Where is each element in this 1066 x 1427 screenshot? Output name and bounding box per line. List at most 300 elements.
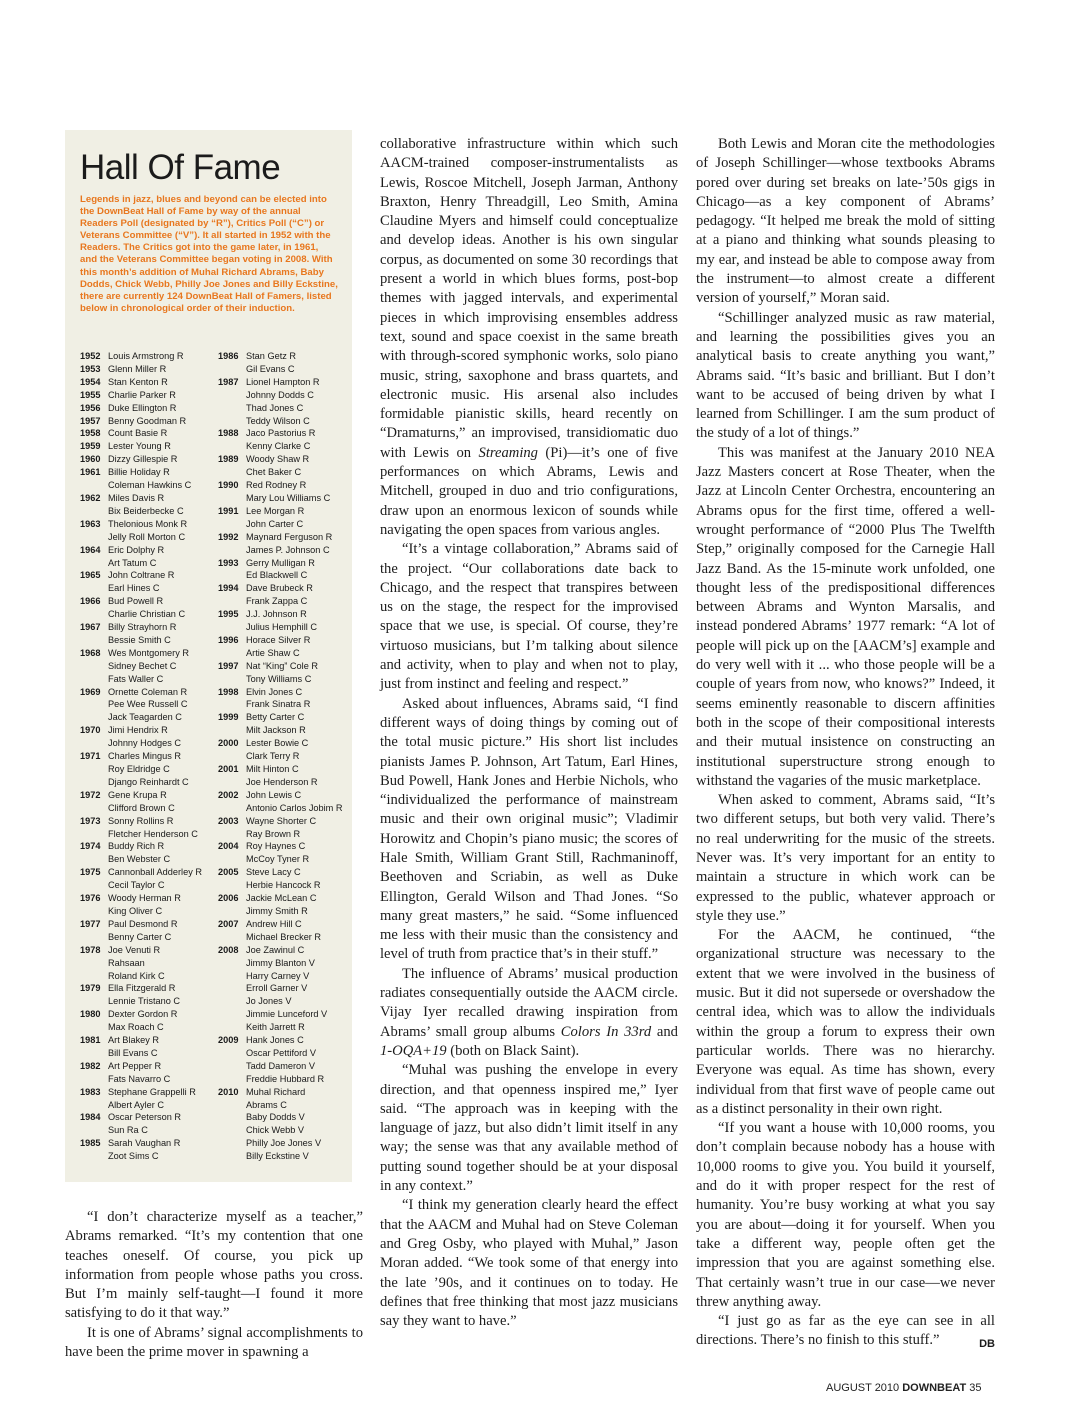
hall-of-fame-entry: [218, 492, 343, 505]
inductee-name: Johnny Dodds C: [246, 389, 314, 400]
hall-of-fame-entry: [80, 647, 202, 660]
hall-of-fame-entry: [80, 569, 202, 582]
issue-date: AUGUST 2010: [826, 1382, 900, 1394]
hall-of-fame-entry: [80, 363, 202, 376]
hall-of-fame-entry: [80, 673, 202, 686]
induction-year: [80, 673, 108, 686]
paragraph: This was manifest at the January 2010 NEA Jazz Masters concert at Rose Theater, when the Jazz at Lincoln Center Orchestra, encountering an Abrams opus for the first time, offered a well-wrought performance of “2000 Plus The Twelfth Step,” originally composed for the Carnegie Hall Jazz Band. As the 15-minute work unfolded, one thought less of the predispositional differences between Abrams and Wynton Marsalis, and instead pondered Abrams’ 1977 remark: “A lot of people will pick up on the [AACM’s] example and do very well with it ... who those people will be a couple of years from now, who knows?” Indeed, it seems eminently reasonable to discern affinities both in the scope of their compositional interests and their mutual insistence on constructing an institutional superstructure strong enough to withstand the vagaries of the music marketplace.: [696, 444, 995, 789]
induction-year: 1970: [80, 725, 101, 736]
induction-year: [218, 1008, 246, 1021]
inductee-name: Nat “King” Cole R: [246, 660, 318, 671]
hall-of-fame-entry: [218, 557, 343, 570]
hall-of-fame-entry: [80, 698, 202, 711]
induction-year: 1983: [80, 1086, 101, 1097]
induction-year: 1989: [218, 454, 239, 465]
inductee-name: Louis Armstrong R: [108, 351, 184, 361]
hall-of-fame-entry: [80, 724, 202, 737]
inductee-name: Oscar Pettiford V: [246, 1047, 316, 1058]
inductee-name: Milt Jackson R: [246, 725, 306, 736]
inductee-name: Frank Sinatra R: [246, 699, 311, 710]
inductee-name: Jo Jones V: [246, 996, 292, 1007]
induction-year: 1954: [80, 376, 101, 387]
inductee-name: Harry Carney V: [246, 970, 310, 981]
hall-of-fame-entry: [218, 802, 343, 815]
paragraph: “Schillinger analyzed music as raw material, and learning the possibilities gives you an analytical basis to create anything you want,” Abrams said. “It’s basic and brilliant. But I don’t want to be accused of being driven by what I learned from Schillinger. I am the sum product of the study of a lot of things.”: [696, 309, 995, 442]
inductee-name: Lennie Tristano C: [108, 996, 181, 1007]
hall-of-fame-entry: [218, 737, 343, 750]
induction-year: [218, 802, 246, 815]
hall-of-fame-entry: [218, 750, 343, 763]
hall-of-fame-entry: [80, 505, 202, 518]
inductee-name: King Oliver C: [108, 905, 163, 916]
induction-year: 1980: [80, 1009, 101, 1020]
induction-year: 1996: [218, 634, 239, 645]
hall-of-fame-entry: [80, 621, 202, 634]
induction-year: [218, 1047, 246, 1060]
inductee-name: Jelly Roll Morton C: [108, 531, 186, 542]
induction-year: 1976: [80, 893, 101, 904]
induction-year: 1975: [80, 867, 101, 878]
induction-year: 1995: [218, 609, 239, 620]
paragraph: [380, 135, 678, 540]
induction-year: [218, 853, 246, 866]
page-number: 35: [969, 1382, 982, 1394]
album-title: 1-OQA+19: [380, 1042, 447, 1059]
hall-of-fame-entry: [80, 1060, 202, 1073]
induction-year: 1978: [80, 944, 101, 955]
induction-year: [218, 828, 246, 841]
hall-of-fame-entry: [80, 440, 202, 453]
inductee-name: Elvin Jones C: [246, 686, 303, 697]
induction-year: [218, 1124, 246, 1137]
induction-year: 1981: [80, 1035, 101, 1046]
inductee-name: Zoot Sims C: [108, 1151, 159, 1162]
induction-year: [218, 1021, 246, 1034]
induction-year: [218, 1137, 246, 1150]
hall-of-fame-entry: [80, 1099, 202, 1112]
induction-year: [218, 957, 246, 970]
induction-year: 2007: [218, 918, 239, 929]
hall-of-fame-entry: [218, 505, 343, 518]
induction-year: [80, 995, 108, 1008]
text-run: (both on Black Saint).: [446, 1042, 580, 1059]
text-run: “I just go as far as the eye can see in all directions. There’s no finish to this stuff.”: [696, 1313, 995, 1349]
inductee-name: Jimmy Smith R: [246, 905, 308, 916]
inductee-name: Keith Jarrett R: [246, 1022, 305, 1033]
induction-year: 2006: [218, 893, 239, 904]
inductee-name: Thad Jones C: [246, 402, 304, 413]
inductee-name: Roland Kirk C: [108, 970, 165, 981]
inductee-name: Joe Venuti R: [108, 944, 161, 955]
hall-of-fame-entry: [218, 479, 343, 492]
induction-year: [218, 389, 246, 402]
inductee-name: John Coltrane R: [108, 570, 175, 581]
sidebar-intro: Legends in jazz, blues and beyond can be elected into the DownBeat Hall of Fame by way of the annual Readers Poll (designated by “R”), Critics Poll (“C”) or Veterans Committee (“V”). It all started in 1952 with the Readers. The Critics got into the game later, in 1961, and the Veterans Committee began voting in 2008. With this month’s addition of Muhal Richard Abrams, Baby Dodds, Chick Webb, Philly Joe Jones and Billy Eckstine, there are currently 124 DownBeat Hall of Famers, listed below in chronological order of their induction.: [80, 194, 338, 314]
induction-year: 1958: [80, 428, 101, 439]
inductee-name: Ed Blackwell C: [246, 570, 308, 581]
hall-of-fame-entry: [80, 763, 202, 776]
hall-of-fame-entry: [80, 660, 202, 673]
hall-of-fame-entry: [80, 1150, 202, 1163]
inductee-name: Ray Brown R: [246, 828, 301, 839]
inductee-name: Fats Navarro C: [108, 1073, 171, 1084]
inductee-name: Benny Carter C: [108, 931, 172, 942]
hall-of-fame-list-left: [80, 350, 202, 1163]
inductee-name: Ben Webster C: [108, 854, 171, 865]
inductee-name: Abrams C: [246, 1099, 287, 1110]
induction-year: [218, 970, 246, 983]
hall-of-fame-entry: [80, 750, 202, 763]
hall-of-fame-entry: [218, 957, 343, 970]
inductee-name: Fats Waller C: [108, 673, 164, 684]
hall-of-fame-entry: [80, 982, 202, 995]
induction-year: [218, 402, 246, 415]
inductee-name: Bessie Smith C: [108, 634, 171, 645]
induction-year: 1993: [218, 557, 239, 568]
induction-year: 1999: [218, 712, 239, 723]
hall-of-fame-entry: [218, 608, 343, 621]
hall-of-fame-list-right: [218, 350, 343, 1163]
inductee-name: Hank Jones C: [246, 1035, 304, 1046]
induction-year: 1963: [80, 518, 101, 529]
induction-year: 1974: [80, 841, 101, 852]
induction-year: [218, 1111, 246, 1124]
hall-of-fame-entry: [218, 389, 343, 402]
hall-of-fame-entry: [218, 518, 343, 531]
induction-year: [80, 763, 108, 776]
hall-of-fame-entry: [218, 776, 343, 789]
hall-of-fame-entry: [218, 931, 343, 944]
hall-of-fame-entry: [218, 1034, 343, 1047]
hall-of-fame-entry: [80, 350, 202, 363]
hall-of-fame-entry: [80, 595, 202, 608]
inductee-name: Charlie Parker R: [108, 389, 176, 400]
hall-of-fame-entry: [218, 673, 343, 686]
hall-of-fame-entry: [80, 608, 202, 621]
hall-of-fame-entry: [80, 789, 202, 802]
inductee-name: Dexter Gordon R: [108, 1009, 178, 1020]
inductee-name: Jimmie Lunceford V: [246, 1009, 328, 1020]
induction-year: [80, 1124, 108, 1137]
inductee-name: Kenny Clarke C: [246, 441, 311, 452]
induction-year: [218, 518, 246, 531]
hall-of-fame-entry: [80, 970, 202, 983]
inductee-name: Wayne Shorter C: [246, 815, 317, 826]
induction-year: [80, 776, 108, 789]
hall-of-fame-entry: [218, 427, 343, 440]
induction-year: [80, 828, 108, 841]
induction-year: [218, 995, 246, 1008]
induction-year: [218, 1150, 246, 1163]
text-run: and: [651, 1023, 678, 1040]
hall-of-fame-entry: [218, 1150, 343, 1163]
induction-year: [218, 750, 246, 763]
hall-of-fame-entry: [218, 440, 343, 453]
induction-year: [80, 505, 108, 518]
inductee-name: Antonio Carlos Jobim R: [246, 802, 343, 813]
page-folio: [826, 1382, 982, 1394]
paragraph: For the AACM, he continued, “the organizational structure was necessary to the extent that we were involved in the business of music. But it did not supersede or overshadow the central idea, which was to allow the individuals within the group a forum to express their own particular worlds. There was no hierarchy. Everyone was equal. As time has shown, every individual from that first wave of people came out as a distinct personality in their own right.: [696, 927, 995, 1117]
inductee-name: Clifford Brown C: [108, 802, 175, 813]
inductee-name: Ella Fitzgerald R: [108, 983, 176, 994]
hall-of-fame-entry: [80, 466, 202, 479]
inductee-name: Mary Lou Williams C: [246, 492, 331, 503]
sidebar-title: Hall Of Fame: [80, 148, 281, 187]
induction-year: 1967: [80, 622, 101, 633]
induction-year: 1998: [218, 686, 239, 697]
paragraph: Asked about influences, Abrams said, “I find different ways of doing things by coming out of the total music picture.” His short list includes pianists James P. Johnson, Art Tatum, Earl Hines, Bud Powell, Hank Jones and Herbie Nichols, who “individualized the performance of mainstream music and their own original music”; Vladimir Horowitz and Chopin’s piano music; the scores of Hale Smith, William Grant Still, Rachmaninoff, Beethoven and Scriabin, as well as Duke Ellington, Gerald Wilson and Thad Jones. “So many great masters,” he said. “Some influenced me less with their music than the consistency and level of truth from practice that’s in their stuff.”: [380, 695, 678, 963]
hall-of-fame-entry: [218, 698, 343, 711]
inductee-name: Billie Holiday R: [108, 467, 170, 478]
induction-year: 1969: [80, 686, 101, 697]
inductee-name: Albert Ayler C: [108, 1099, 164, 1110]
induction-year: 1987: [218, 376, 239, 387]
inductee-name: Chick Webb V: [246, 1125, 305, 1136]
hall-of-fame-entry: [80, 453, 202, 466]
inductee-name: Cecil Taylor C: [108, 880, 165, 891]
paragraph: “It’s a vintage collaboration,” Abrams said of the project. “Our collaborations date back to Chicago, and the respect that transpires between us on the stage, the respect for the improvised space that we use, is special. Of course, they’re virtuoso musicians, but I’m talking about silence and activity, when to play and when not to play, just from instinct and feeling and respect.”: [380, 541, 678, 693]
induction-year: 2010: [218, 1086, 239, 1097]
induction-year: [218, 647, 246, 660]
induction-year: [80, 737, 108, 750]
induction-year: [218, 569, 246, 582]
induction-year: 1971: [80, 751, 101, 762]
hall-of-fame-entry: [218, 1047, 343, 1060]
hall-of-fame-entry: [218, 453, 343, 466]
induction-year: [218, 1060, 246, 1073]
inductee-name: Freddie Hubbard R: [246, 1073, 325, 1084]
induction-year: [80, 931, 108, 944]
inductee-name: Lee Morgan R: [246, 505, 305, 516]
inductee-name: Art Tatum C: [108, 557, 157, 568]
induction-year: [80, 970, 108, 983]
hall-of-fame-entry: [80, 853, 202, 866]
inductee-name: Steve Lacy C: [246, 867, 301, 878]
hall-of-fame-entry: [80, 686, 202, 699]
hall-of-fame-entry: [218, 415, 343, 428]
inductee-name: Joe Zawinul C: [246, 944, 305, 955]
hall-of-fame-entry: [80, 1086, 202, 1099]
induction-year: [80, 698, 108, 711]
hall-of-fame-entry: [218, 569, 343, 582]
inductee-name: Benny Goodman R: [108, 415, 187, 426]
hall-of-fame-entry: [218, 466, 343, 479]
induction-year: 1997: [218, 660, 239, 671]
hall-of-fame-entry: [218, 763, 343, 776]
induction-year: [80, 634, 108, 647]
inductee-name: Buddy Rich R: [108, 841, 165, 852]
hall-of-fame-entry: [80, 376, 202, 389]
inductee-name: Red Rodney R: [246, 480, 307, 491]
induction-year: [80, 957, 108, 970]
hall-of-fame-entry: [218, 1137, 343, 1150]
hall-of-fame-entry: [218, 647, 343, 660]
inductee-name: Jimmy Blanton V: [246, 957, 315, 968]
induction-year: 1973: [80, 815, 101, 826]
hall-of-fame-entry: [218, 711, 343, 724]
hall-of-fame-entry: [218, 982, 343, 995]
inductee-name: John Carter C: [246, 518, 304, 529]
hall-of-fame-entry: [80, 905, 202, 918]
induction-year: 1959: [80, 441, 101, 452]
inductee-name: Rahsaan: [108, 957, 145, 968]
inductee-name: Miles Davis R: [108, 492, 165, 503]
induction-year: [218, 544, 246, 557]
induction-year: [80, 479, 108, 492]
hall-of-fame-entry: [80, 1137, 202, 1150]
paragraph: Both Lewis and Moran cite the methodologies of Joseph Schillinger—whose textbooks Abrams pored over during set breaks on late-’50s gigs in Chicago—as a key component of Abrams’ pedagogy. “It helped me break the mold of sitting at a piano and thinking what sounds pleasing to my ear, and instead be able to compose away from the instrument—to almost create a different version of yourself,” Moran said.: [696, 136, 995, 307]
induction-year: 1957: [80, 415, 101, 426]
inductee-name: Lionel Hampton R: [246, 376, 320, 387]
induction-year: [80, 1021, 108, 1034]
hall-of-fame-entry: [80, 776, 202, 789]
hall-of-fame-entry: [80, 1124, 202, 1137]
paragraph: “Muhal was pushing the envelope in every direction, and that openness inspired me,” Iyer said. “The approach was in keeping with the language of jazz, but also didn’t limit itself in any way; the sense was that any available method of putting sound together should be at your disposal in any context.”: [380, 1062, 678, 1195]
inductee-name: Erroll Garner V: [246, 983, 308, 994]
inductee-name: Billy Strayhorn R: [108, 622, 177, 633]
induction-year: [80, 802, 108, 815]
inductee-name: Cannonball Adderley R: [108, 867, 202, 878]
hall-of-fame-entry: [80, 944, 202, 957]
induction-year: 1985: [80, 1138, 101, 1149]
induction-year: 2009: [218, 1035, 239, 1046]
hall-of-fame-entry: [80, 879, 202, 892]
induction-year: 1953: [80, 363, 101, 374]
induction-year: 1972: [80, 789, 101, 800]
inductee-name: James P. Johnson C: [246, 544, 330, 555]
induction-year: 1994: [218, 583, 239, 594]
inductee-name: Django Reinhardt C: [108, 776, 189, 787]
inductee-name: Jaco Pastorius R: [246, 428, 316, 439]
inductee-name: Horace Silver R: [246, 634, 311, 645]
article-column-2: [380, 135, 678, 1331]
hall-of-fame-entry: [80, 634, 202, 647]
album-title: Colors In 33rd: [560, 1023, 652, 1040]
induction-year: [218, 363, 246, 376]
inductee-name: Stan Kenton R: [108, 376, 168, 387]
hall-of-fame-entry: [80, 931, 202, 944]
inductee-name: Duke Ellington R: [108, 402, 177, 413]
inductee-name: Bill Evans C: [108, 1047, 158, 1058]
inductee-name: McCoy Tyner R: [246, 854, 310, 865]
hall-of-fame-entry: [80, 479, 202, 492]
paragraph: When asked to comment, Abrams said, “It’s two different setups, but both very valid. There’s no real underwriting for the music of the streets. Never was. It’s very important for an entity to maintain a structure in which work can be expressed to the public, whatever approach or style they use.”: [696, 792, 995, 924]
induction-year: 1982: [80, 1060, 101, 1071]
hall-of-fame-entry: [218, 621, 343, 634]
hall-of-fame-entry: [80, 557, 202, 570]
hall-of-fame-entry: [80, 415, 202, 428]
hall-of-fame-entry: [218, 582, 343, 595]
inductee-name: Tadd Dameron V: [246, 1060, 315, 1071]
hall-of-fame-entry: [80, 1008, 202, 1021]
hall-of-fame-entry: [218, 815, 343, 828]
inductee-name: Fletcher Henderson C: [108, 828, 198, 839]
induction-year: [80, 711, 108, 724]
hall-of-fame-entry: [80, 389, 202, 402]
induction-year: [218, 776, 246, 789]
inductee-name: Paul Desmond R: [108, 918, 178, 929]
hall-of-fame-entry: [218, 1021, 343, 1034]
inductee-name: Teddy Wilson C: [246, 415, 310, 426]
induction-year: 1991: [218, 505, 239, 516]
text-run: collaborative infrastructure within which such AACM-trained composer-instrumentalists as Lewis, Roscoe Mitchell, Joseph Jarman, Anthony Braxton, Henry Threadgill, Leo Smith, Amina Claudine Myers and himself could conceptualize and develop ideas. Another is his own singular corpus, as documented on some 30 recordings that present a world in which blues forms, post-bop themes with jagged intervals, and experimental pieces in which improvising ensembles address text, sound and space coexist in the same breath with through-scored symphonic works, solo piano music, string, saxophone and brass quartets, and electronic music. His arsenal also includes formidable pianistic skills, heard recently on “Dramaturns,” an improvised, transidiomatic duo with Lewis on: [380, 136, 678, 461]
hall-of-fame-entry: [218, 531, 343, 544]
hall-of-fame-entry: [218, 1073, 343, 1086]
hall-of-fame-entry: [80, 1034, 202, 1047]
hall-of-fame-entry: [218, 905, 343, 918]
induction-year: [218, 931, 246, 944]
hall-of-fame-entry: [218, 1060, 343, 1073]
text-run: The influence of Abrams’ musical production radiates consequentially outside the AACM circle. Vijay Iyer recalled drawing inspiration from Abrams’ small group albums: [380, 965, 678, 1040]
induction-year: [80, 660, 108, 673]
induction-year: [218, 466, 246, 479]
end-mark: DB: [979, 1338, 995, 1351]
induction-year: 1988: [218, 428, 239, 439]
inductee-name: Sun Ra C: [108, 1125, 148, 1136]
hall-of-fame-entry: [218, 828, 343, 841]
induction-year: [80, 1099, 108, 1112]
inductee-name: Joe Henderson R: [246, 776, 318, 787]
hall-of-fame-entry: [218, 595, 343, 608]
induction-year: 1965: [80, 570, 101, 581]
hall-of-fame-entry: [80, 427, 202, 440]
hall-of-fame-entry: [80, 892, 202, 905]
induction-year: [80, 905, 108, 918]
induction-year: 1966: [80, 596, 101, 607]
induction-year: [80, 1150, 108, 1163]
inductee-name: Herbie Hancock R: [246, 880, 321, 891]
hall-of-fame-entry: [80, 866, 202, 879]
paragraph: It is one of Abrams’ signal accomplishments to have been the prime mover in spawning a: [65, 1324, 363, 1361]
hall-of-fame-entry: [218, 363, 343, 376]
hall-of-fame-entry: [80, 402, 202, 415]
inductee-name: Jack Teagarden C: [108, 712, 182, 723]
inductee-name: Sonny Rollins R: [108, 815, 174, 826]
induction-year: [218, 621, 246, 634]
hall-of-fame-entry: [218, 634, 343, 647]
inductee-name: Philly Joe Jones V: [246, 1138, 322, 1149]
inductee-name: Wes Montgomery R: [108, 647, 190, 658]
hall-of-fame-entry: [80, 711, 202, 724]
hall-of-fame-entry: [218, 995, 343, 1008]
induction-year: [218, 492, 246, 505]
hall-of-fame-entry: [218, 724, 343, 737]
inductee-name: Chet Baker C: [246, 467, 302, 478]
induction-year: [80, 853, 108, 866]
inductee-name: Charles Mingus R: [108, 751, 182, 762]
induction-year: 2002: [218, 789, 239, 800]
inductee-name: Sidney Bechet C: [108, 660, 177, 671]
hall-of-fame-sidebar: [65, 130, 352, 1182]
hall-of-fame-entry: [218, 970, 343, 983]
hall-of-fame-entry: [218, 686, 343, 699]
inductee-name: Thelonious Monk R: [108, 518, 188, 529]
inductee-name: Bix Beiderbecke C: [108, 505, 184, 516]
induction-year: 1979: [80, 983, 101, 994]
induction-year: [80, 531, 108, 544]
hall-of-fame-entry: [218, 376, 343, 389]
induction-year: 1990: [218, 480, 239, 491]
induction-year: 1992: [218, 531, 239, 542]
induction-year: [80, 582, 108, 595]
inductee-name: Woody Shaw R: [246, 454, 310, 465]
article-column-1: [65, 1208, 363, 1362]
inductee-name: Pee Wee Russell C: [108, 699, 188, 710]
inductee-name: Betty Carter C: [246, 712, 305, 723]
paragraph: “I think my generation clearly heard the effect that the AACM and Muhal had on Steve Coleman and Greg Osby, who played with Muhal,” Jason Moran added. “We took some of that energy into the late ’90s, and it continues on to today. He defines that free thinking that most jazz musicians say they want to have.”: [380, 1197, 678, 1330]
hall-of-fame-entry: [80, 518, 202, 531]
paragraph: [696, 1312, 995, 1351]
